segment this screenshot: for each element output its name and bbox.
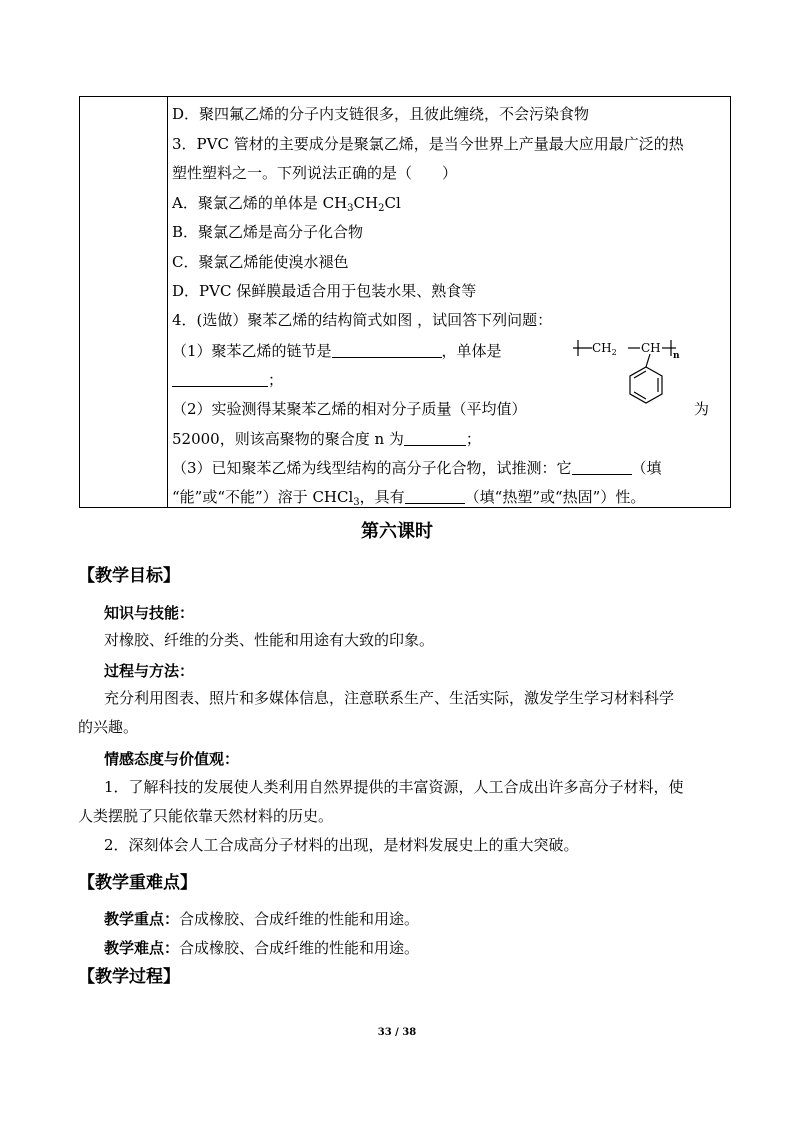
answer-blank <box>332 343 442 358</box>
emotion-item-1a: 1．了解科技的发展使人类利用自然界提供的丰富资源，人工合成出许多高分子材料，使 <box>104 778 684 796</box>
ch2-label: $CH_2$ <box>592 341 617 357</box>
polystyrene-structure-diagram <box>572 337 684 409</box>
process-method-text-b: 的兴趣。 <box>78 718 139 736</box>
process-method-label: 过程与方法： <box>104 662 195 680</box>
question-3-option-b: B．聚氯乙烯是高分子化合物 <box>172 223 364 241</box>
question-4-part-1-cont: ； <box>172 369 283 391</box>
process-method-text-a: 充分利用图表、照片和多媒体信息，注意联系生产、生活实际，激发学生学习材料科学 <box>104 689 675 707</box>
question-3-option-d: D．PVC 保鲜膜最适合用于包装水果、熟食等 <box>172 282 477 300</box>
question-3-option-a: A．聚氯乙烯的单体是 $CH_3CH_2Cl$ <box>172 194 401 214</box>
emotion-item-2: 2．深刻体会人工合成高分子材料的出现，是材料发展史上的重大突破。 <box>104 836 579 854</box>
key-point-line: 教学重点：合成橡胶、合成纤维的性能和用途。 <box>104 910 420 928</box>
question-3-stem-b: 塑性塑料之一。下列说法正确的是（ ） <box>172 164 458 182</box>
page-number: 33 / 38 <box>377 1027 417 1038</box>
n-subscript: n <box>673 351 680 361</box>
difficult-point-line: 教学难点：合成橡胶、合成纤维的性能和用途。 <box>104 939 420 957</box>
lesson-title: 第六课时 <box>361 521 433 542</box>
option-d-line: D．聚四氟乙烯的分子内支链很多，且彼此缠绕，不会污染食物 <box>172 105 590 123</box>
question-4-part-2: （2）实验测得某聚苯乙烯的相对分子质量（平均值） <box>172 400 527 418</box>
knowledge-text: 对橡胶、纤维的分类、性能和用途有大致的印象。 <box>104 631 435 649</box>
answer-blank <box>405 489 465 504</box>
question-4-part-3-cont: “能”或“不能”）溶于 CHCl$_3$，具有 （填“热塑”或“热固”）性。 <box>172 488 646 508</box>
question-4-part-1: （1）聚苯乙烯的链节是 ，单体是 <box>172 342 502 360</box>
question-3-stem-a: 3．PVC 管材的主要成分是聚氯乙烯，是当今世界上产量最大应用最广泛的热 <box>172 135 684 153</box>
answer-blank <box>172 372 268 387</box>
table-left-column <box>80 97 168 507</box>
emotion-item-1b: 人类摆脱了只能依靠天然材料的历史。 <box>78 807 334 825</box>
knowledge-label: 知识与技能： <box>104 604 195 622</box>
process-heading: 【教学过程】 <box>78 967 180 987</box>
question-4-title: 4．(选做）聚苯乙烯的结构简式如图 ，试回答下列问题： <box>172 311 553 329</box>
answer-blank <box>572 460 632 475</box>
question-3-option-c: C．聚氯乙烯能使溴水褪色 <box>172 253 349 271</box>
question-4-part-3: （3）已知聚苯乙烯为线型结构的高分子化合物，试推测：它 （填 <box>172 459 662 477</box>
question-4-part-2-cont: 52000，则该高聚物的聚合度 n 为 ； <box>172 430 481 448</box>
question-4-part-2-wei: 为 <box>694 400 710 418</box>
answer-blank <box>404 431 466 446</box>
objectives-heading: 【教学目标】 <box>78 566 180 586</box>
emotion-label: 情感态度与价值观： <box>104 750 240 768</box>
ch-label: CH <box>641 341 661 355</box>
keypoints-heading: 【教学重难点】 <box>78 873 197 893</box>
